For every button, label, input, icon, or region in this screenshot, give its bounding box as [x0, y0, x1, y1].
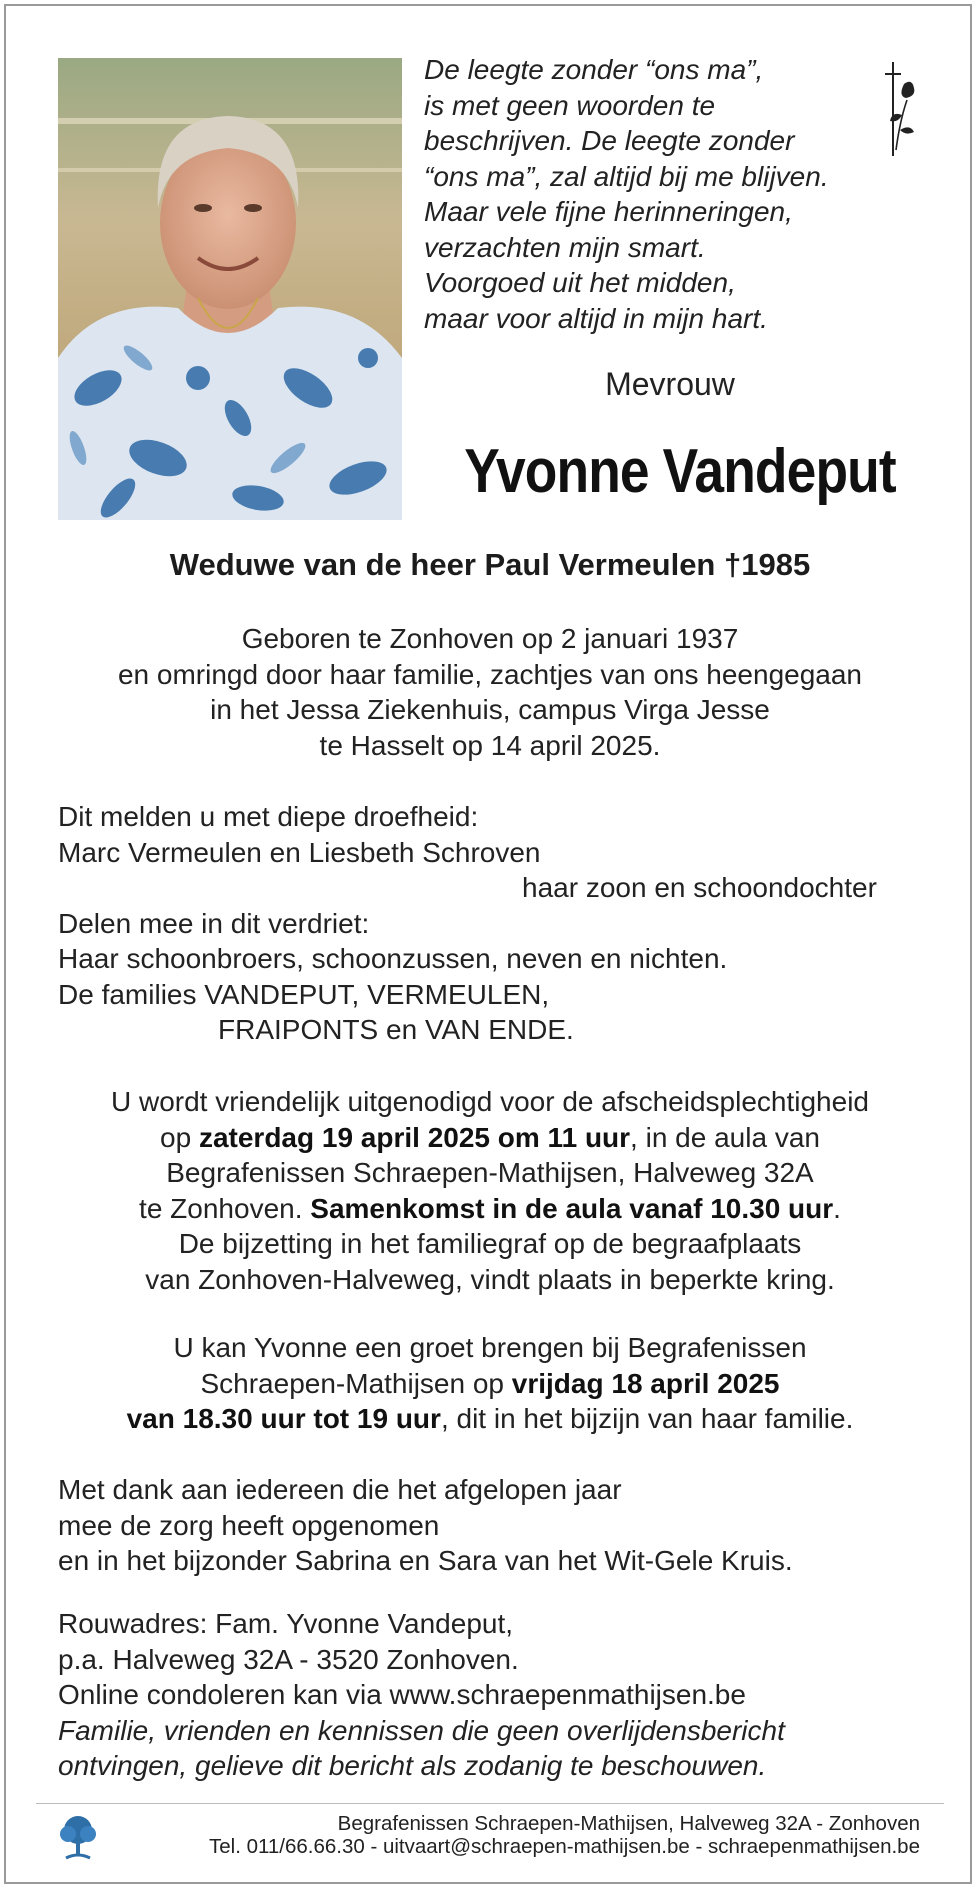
- poem-line: Voorgoed uit het midden,: [424, 267, 736, 298]
- ceremony-line: [20, 1120, 960, 1156]
- ceremony-text: op: [160, 1121, 199, 1153]
- announce-in-laws: Haar schoonbroers, schoonzussen, neven en nichten.: [58, 943, 728, 974]
- poem-line: “ons ma”, zal altijd bij me blijven.: [424, 160, 829, 192]
- poem-line: verzachten mijn smart.: [424, 231, 706, 263]
- thanks-block: [58, 1472, 938, 1579]
- ceremony-line: [20, 1191, 960, 1227]
- announce-intro: Dit melden u met diepe droefheid:: [58, 801, 479, 832]
- visit-text: , dit in het bijzijn van haar familie.: [440, 1403, 854, 1434]
- deceased-name: Yvonne Vandeput: [464, 437, 896, 506]
- ceremony-line: De bijzetting in het familiegraf op de begraafplaats: [178, 1228, 802, 1259]
- announce-share: Delen mee in dit verdriet:: [58, 907, 370, 939]
- address-line: Rouwadres: Fam. Yvonne Vandeput,: [58, 1608, 514, 1639]
- announce-families: De families VANDEPUT, VERMEULEN,: [58, 978, 550, 1010]
- ceremony-date: zaterdag 19 april 2025 om 11 uur: [198, 1121, 631, 1153]
- birth-line: te Hasselt op 14 april 2025.: [319, 729, 661, 761]
- address-line: p.a. Halveweg 32A - 3520 Zonhoven.: [58, 1643, 519, 1675]
- announce-son-names: Marc Vermeulen en Liesbeth Schroven: [58, 836, 541, 868]
- address-block: [58, 1606, 938, 1784]
- ceremony-line: Begrafenissen Schraepen-Mathijsen, Halveweg 32A: [166, 1157, 814, 1188]
- widow-line: Weduwe van de heer Paul Vermeulen †1985: [169, 547, 811, 582]
- poem-line: maar voor altijd in mijn hart.: [424, 302, 768, 334]
- ceremony-block: [20, 1084, 960, 1297]
- ceremony-line: van Zonhoven-Halveweg, vindt plaats in beperkte kring.: [145, 1263, 835, 1295]
- thanks-line: en in het bijzonder Sabrina en Sara van het Wit-Gele Kruis.: [58, 1545, 793, 1576]
- birth-line: en omringd door haar familie, zachtjes van ons heengegaan: [117, 658, 863, 690]
- cross-with-rose-icon: [874, 60, 918, 160]
- thanks-line: Met dank aan iedereen die het afgelopen jaar: [58, 1474, 622, 1505]
- footer-line: Tel. 011/66.66.30 - uitvaart@schraepen-mathijsen.be - schraepenmathijsen.be: [208, 1835, 920, 1858]
- visit-line: [20, 1401, 960, 1437]
- tree-logo-icon: [58, 1814, 98, 1860]
- birth-line: Geboren te Zonhoven op 2 januari 1937: [241, 623, 739, 654]
- birth-line: in het Jessa Ziekenhuis, campus Virga Jesse: [210, 694, 770, 725]
- thanks-line: mee de zorg heeft opgenomen: [58, 1509, 440, 1541]
- footer-divider: [36, 1803, 944, 1804]
- condolence-line: Online condoleren kan via www.schraepenmathijsen.be: [58, 1679, 746, 1710]
- portrait-photo: [58, 58, 402, 520]
- birth-death-block: [20, 621, 960, 763]
- poem-line: De leegte zonder “ons ma”,: [424, 54, 764, 85]
- announce-son-relation: haar zoon en schoondochter: [522, 872, 877, 903]
- poem-line: beschrijven. De leegte zonder: [424, 125, 795, 156]
- footer-line: Begrafenissen Schraepen-Mathijsen, Halveweg 32A - Zonhoven: [337, 1812, 920, 1835]
- visit-line: U kan Yvonne een groet brengen bij Begrafenissen: [173, 1332, 807, 1363]
- gathering-time: Samenkomst in de aula vanaf 10.30 uur: [310, 1192, 834, 1224]
- ceremony-line: U wordt vriendelijk uitgenodigd voor de afscheidsplechtigheid: [110, 1086, 869, 1117]
- funeral-home-footer: [100, 1812, 920, 1858]
- visit-line: [20, 1366, 960, 1402]
- ceremony-text: , in de aula van: [630, 1121, 820, 1153]
- memorial-poem: [424, 52, 894, 336]
- ceremony-text: .: [833, 1192, 841, 1224]
- announce-families: FRAIPONTS en VAN ENDE.: [218, 1014, 574, 1045]
- poem-line: Maar vele fijne herinneringen,: [424, 196, 793, 227]
- salutation: Mevrouw: [605, 366, 735, 402]
- announcement-block: [58, 799, 938, 1048]
- ceremony-text: te Zonhoven.: [139, 1192, 311, 1224]
- poem-line: is met geen woorden te: [424, 89, 716, 121]
- visit-time: van 18.30 uur tot 19 uur: [126, 1403, 441, 1434]
- visit-text: Schraepen-Mathijsen op: [200, 1367, 512, 1399]
- visit-block: [20, 1330, 960, 1437]
- visit-date: vrijdag 18 april 2025: [511, 1367, 780, 1399]
- notice-line: Familie, vrienden en kennissen die geen overlijdensbericht: [58, 1714, 785, 1746]
- notice-line: ontvingen, gelieve dit bericht als zodanig te beschouwen.: [58, 1750, 767, 1781]
